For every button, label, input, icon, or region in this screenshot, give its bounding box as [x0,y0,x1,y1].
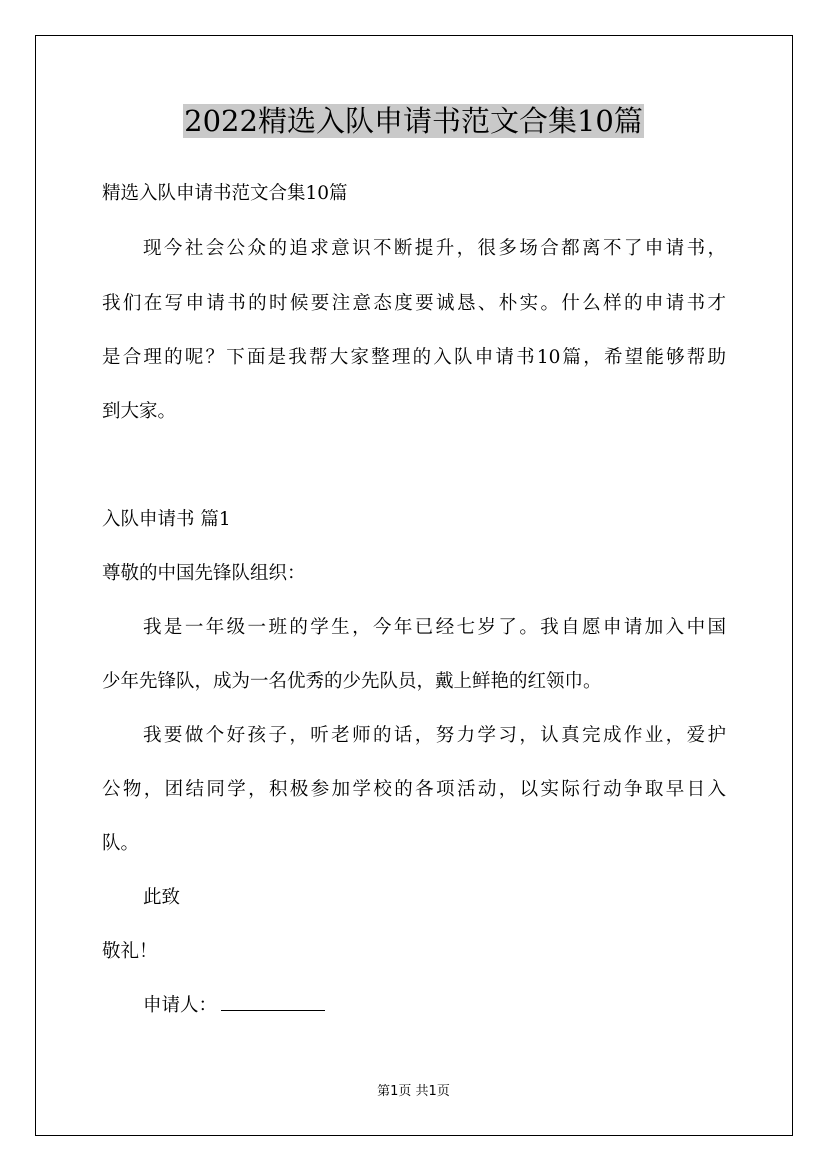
signature-line [143,994,325,1018]
document-title [0,100,827,142]
signature-blank [221,994,325,1011]
intro-line-4: 到大家。 [102,401,177,422]
body-line-3: 我要做个好孩子，听老师的话，努力学习，认真完成作业，爱护 [143,725,726,746]
body-line-1: 我是一年级一班的学生，今年已经七岁了。我自愿申请加入中国 [143,617,726,638]
document-subtitle: 精选入队申请书范文合集10篇 [102,183,348,204]
intro-line-2: 我们在写申请书的时候要注意态度要诚恳、朴实。什么样的申请书才 [102,293,726,314]
page-footer: 第1页 共1页 [377,1084,450,1099]
document-title-text: 2022精选入队申请书范文合集10篇 [184,104,643,138]
section-heading: 入队申请书 篇1 [102,509,231,530]
intro-line-1: 现今社会公众的追求意识不断提升，很多场合都离不了申请书， [143,238,726,259]
body-line-4: 公物，团结同学，积极参加学校的各项活动，以实际行动争取早日入 [102,779,726,800]
salutation: 尊敬的中国先锋队组织： [102,563,306,584]
body-line-2: 少年先锋队，成为一名优秀的少先队员，戴上鲜艳的红领巾。 [102,671,602,692]
closing-line-1: 此致 [143,887,181,908]
intro-line-3: 是合理的呢？下面是我帮大家整理的入队申请书10篇，希望能够帮助 [102,347,726,368]
signature-label: 申请人： [143,995,218,1016]
body-line-5: 队。 [102,833,140,854]
closing-line-2: 敬礼！ [102,941,158,962]
